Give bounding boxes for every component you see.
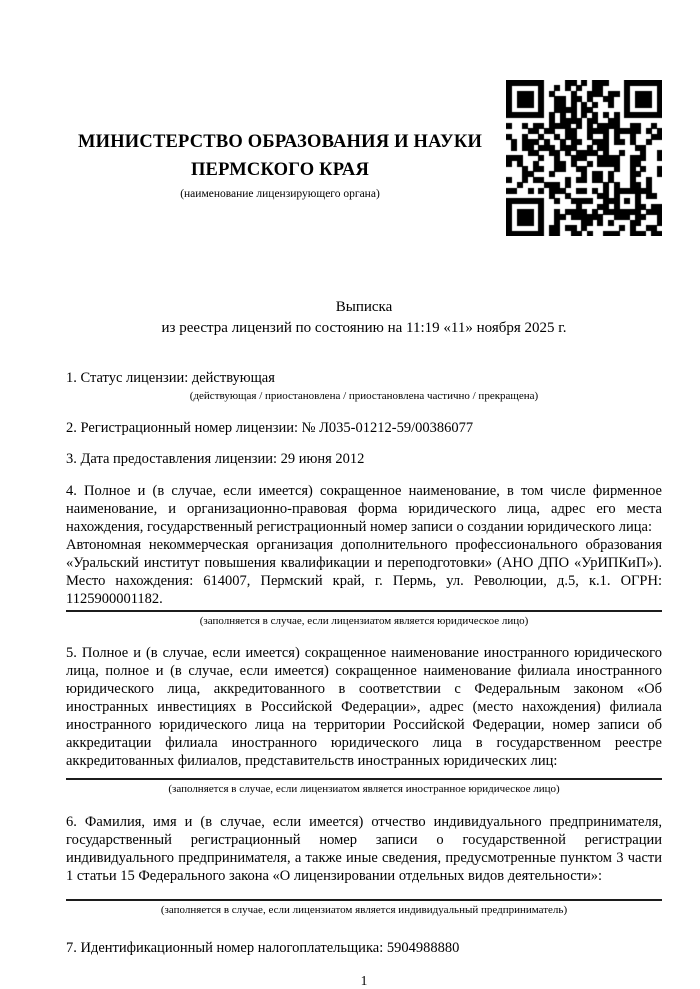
section-registration-number xyxy=(66,419,662,437)
foreign-entity-label: 5. Полное и (в случае, если имеется) сокращенное наименование иностранного юридического лица, полное и (в случае, если имеется) сокращенное наименование филиала иностранного юридического лица, аккредитованного в соответствии с Федеральным законом «Об иностранных инвестициях в Российской Федерации», адрес (место нахождения) филиала иностранного юридического лица на территории Российской Федерации, номер записи об аккредитации филиала иностранного юридического лица в государственном реестре аккредитованных филиалов, представительств иностранных юридических лиц: xyxy=(66,645,662,769)
foreign-entity-rule xyxy=(66,778,662,780)
section-foreign-entity xyxy=(66,644,662,796)
section-license-status xyxy=(66,369,662,403)
ministry-name-line1: МИНИСТЕРСТВО ОБРАЗОВАНИЯ И НАУКИ xyxy=(77,132,483,152)
section-individual-entrepreneur xyxy=(66,813,662,917)
registration-number-text: 2. Регистрационный номер лицензии: № Л035-01212-59/00386077 xyxy=(66,420,474,436)
legal-entity-value: Автономная некоммерческая организация дополнительного профессионального образования «Уральский институт повышения квалификации и переподготовки» (АНО ДПО «УрИПКиП»). Место нахождения: 614007, Пермский край, г. Пермь, ул. Революции, д.5, к.1. ОГРН: 1125900001182. xyxy=(66,537,662,607)
legal-entity-label: 4. Полное и (в случае, если имеется) сокращенное наименование, в том числе фирменное наименование, и организационно-правовая форма юридического лица, адрес его места нахождения, государственный регистрационный номер записи о создании юридического лица: xyxy=(66,483,662,535)
legal-entity-rule xyxy=(66,610,662,612)
section-license-date xyxy=(66,450,662,468)
license-status-note: (действующая / приостановлена / приостановлена частично / прекращена) xyxy=(189,390,539,402)
document-title xyxy=(66,297,662,339)
taxpayer-number-text: 7. Идентификационный номер налогоплательщика: 5904988880 xyxy=(66,940,460,956)
document-title-line2: из реестра лицензий по состоянию на 11:19 «11» ноября 2025 г. xyxy=(161,320,567,336)
section-legal-entity xyxy=(66,482,662,628)
document-header xyxy=(66,0,662,237)
document-title-line1: Выписка xyxy=(335,299,393,315)
section-taxpayer-number xyxy=(66,939,662,957)
entrepreneur-label: 6. Фамилия, имя и (в случае, если имеется) отчество индивидуального предпринимателя, государственный регистрационный номер записи о государственной регистрации индивидуального предпринимателя, а также иные сведения, предусмотренные пунктом 3 части 1 статьи 15 Федерального закона «О лицензировании отдельных видов деятельности»: xyxy=(66,814,662,884)
licensing-authority-block xyxy=(66,128,494,201)
foreign-entity-note: (заполняется в случае, если лицензиатом является иностранное юридическое лицо) xyxy=(168,783,560,795)
ministry-name-line2: ПЕРМСКОГО КРАЯ xyxy=(190,160,370,180)
page-number: 1 xyxy=(360,973,368,988)
legal-entity-note: (заполняется в случае, если лицензиатом является юридическое лицо) xyxy=(199,615,529,627)
license-status-text: 1. Статус лицензии: действующая xyxy=(66,370,275,386)
license-date-text: 3. Дата предоставления лицензии: 29 июня 2012 xyxy=(66,451,365,467)
qr-code-icon xyxy=(506,80,662,236)
entrepreneur-rule xyxy=(66,899,662,901)
entrepreneur-note: (заполняется в случае, если лицензиатом является индивидуальный предприниматель) xyxy=(160,904,568,916)
licensing-authority-caption: (наименование лицензирующего органа) xyxy=(180,188,380,200)
